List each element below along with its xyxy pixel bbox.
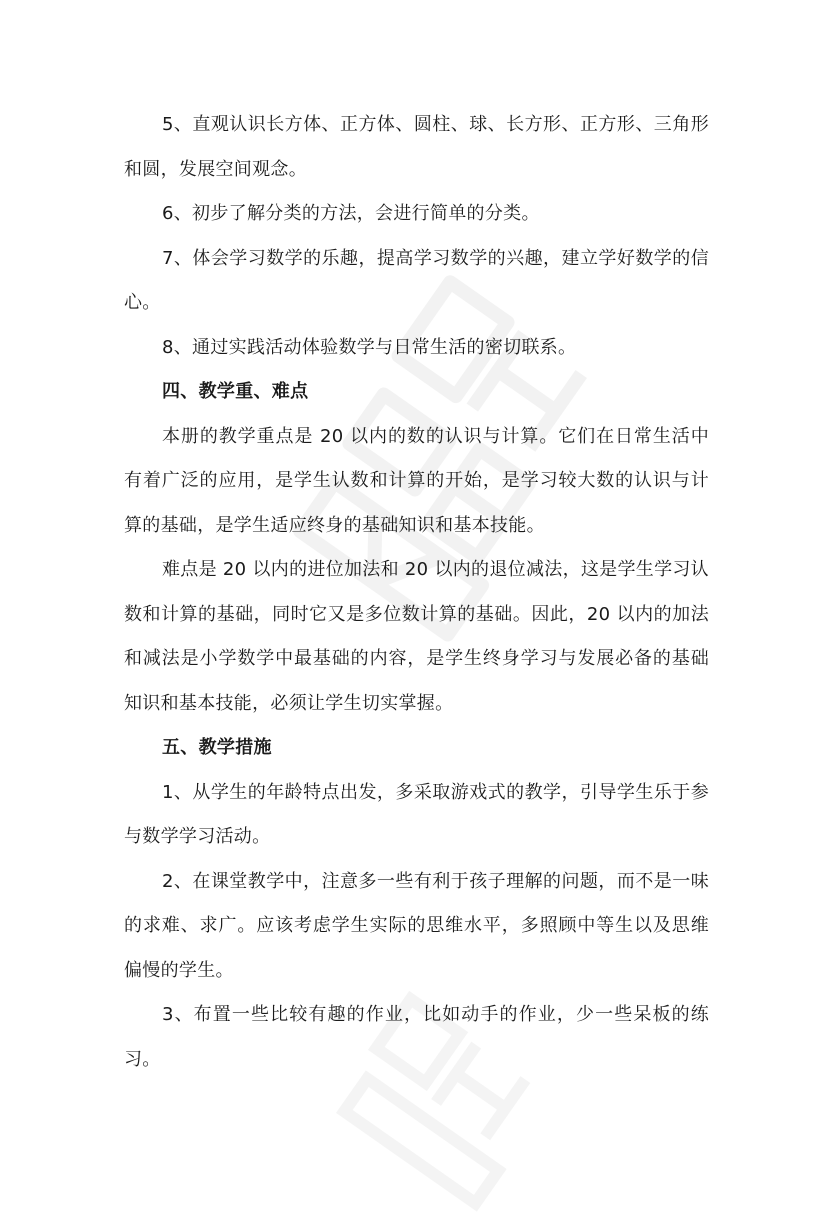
paragraph-measure-1: 1、从学生的年龄特点出发，多采取游戏式的教学，引导学生乐于参与数学学习活动。 [124,781,709,847]
paragraph-difficulties: 难点是 20 以内的进位加法和 20 以内的退位减法，这是学生学习认数和计算的基础，同时它又是多位数计算的基础。因此，20 以内的加法和减法是小学数学中最基础的内容，是学生终身学习与发展必备的基础知识和基本技能，必须让学生切实掌握。 [124,559,709,714]
paragraph-key-points: 本册的教学重点是 20 以内的数的认识与计算。它们在日常生活中有着广泛的应用，是学生认数和计算的开始，是学习较大数的认识与计算的基础，是学生适应终身的基础知识和基本技能。 [124,425,709,536]
paragraph-measure-3: 3、布置一些比较有趣的作业，比如动手的作业，少一些呆板的练习。 [124,1004,709,1070]
paragraph-item-8: 8、通过实践活动体验数学与日常生活的密切联系。 [162,336,577,358]
section-heading-key-points: 四、教学重、难点 [162,381,309,402]
paragraph-measure-2: 2、在课堂教学中，注意多一些有利于孩子理解的问题，而不是一味的求难、求广。应该考虑学生实际的思维水平，多照顾中等生以及思维偏慢的学生。 [124,870,709,981]
paragraph-item-5: 5、直观认识长方体、正方体、圆柱、球、长方形、正方形、三角形和圆，发展空间观念。 [124,114,709,180]
section-heading-teaching-measures: 五、教学措施 [162,737,272,758]
paragraph-item-7: 7、体会学习数学的乐趣，提高学习数学的兴趣，建立学好数学的信心。 [124,247,709,313]
paragraph-item-6: 6、初步了解分类的方法，会进行简单的分类。 [162,203,540,224]
document-body [124,103,709,1082]
